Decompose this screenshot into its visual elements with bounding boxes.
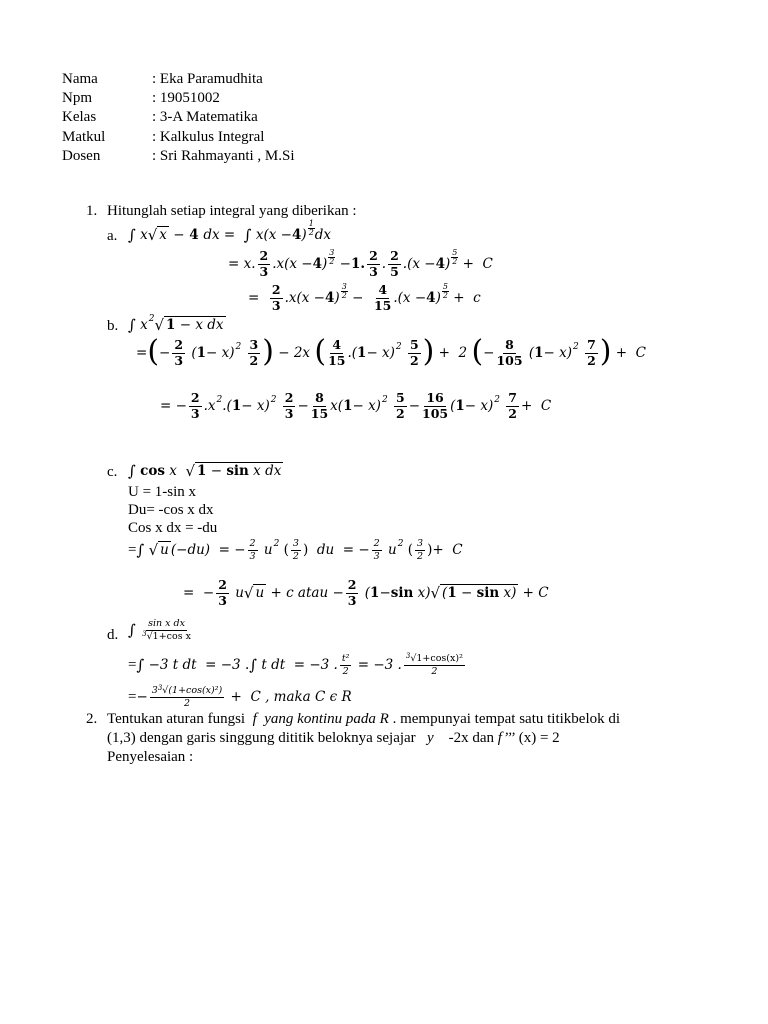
- formula-b-line1: ∫ x 2 √ 1 − x dx: [128, 314, 224, 334]
- substitution-step: Du= -cos x dx: [128, 502, 214, 518]
- info-value: : Kalkulus Integral: [152, 128, 265, 145]
- question-number: 1.: [86, 203, 98, 219]
- q2-text-part: . mempunyai tempat satu titikbelok di: [392, 711, 621, 727]
- formula-a-line2: = x. $\frac{2}{3}$ .x(x − 4 ) 3 2 − 1. $\frac{2}{3}$ . $\frac{2}{5}$ .(x − 4 ) 5 2 + C: [228, 247, 493, 279]
- info-value: : Sri Rahmayanti , M.Si: [152, 147, 295, 164]
- info-value: : 3-A Matematika: [152, 109, 258, 126]
- part-label: c.: [107, 464, 118, 480]
- part-label: b.: [107, 318, 119, 334]
- formula-c-line2: = ∫ √ u (−du) = − $\frac{2}{3}$ u 2 ( $\frac{3}{2}$ ) du = − $\frac{2}{3}$ u 2 ( $\frac{3}{2}$ ) + C: [128, 538, 463, 562]
- q2-var-y: y: [426, 730, 434, 746]
- formula-d-line1: ∫ $\frac{\text{sin x dx}}{^3√1+\cos x}$: [128, 618, 191, 642]
- q2-text-part: yang kontinu pada R: [264, 711, 389, 727]
- q2-text-part: (x) = 2: [518, 730, 560, 746]
- question-text-line: [107, 730, 560, 747]
- info-key: Dosen: [62, 147, 101, 164]
- info-row-nama: [62, 70, 295, 89]
- part-label: a.: [107, 228, 118, 244]
- formula-b-line3: = − $\frac{2}{3}$ .x 2 .( 1 − x) 2 $\frac{2}{3}$ − $\frac{8}{15}$ x( 1 − x) 2 $\frac{5}{2}$ − $\frac{16}{105}$ ( 1 − x) 2 $\frac{7}{2}$ + C: [160, 390, 552, 421]
- formula-a-line3: = $\frac{2}{3}$ .x(x − 4 ) 3 2 − $\frac{4}{15}$ .(x − 4 ) 5 2 + c: [248, 281, 481, 313]
- info-key: Npm: [62, 90, 92, 107]
- info-value: : Eka Paramudhita: [152, 71, 263, 87]
- formula-a-line1: ∫ x √ x − 4 dx = ∫ x(x − 4 ) 1 2 dx: [128, 218, 332, 244]
- info-value: : 19051002: [152, 90, 220, 107]
- formula-b-line2: = ( − $\frac{2}{3}$ ( 1 − x) 2 $\frac{3}{2}$ ) − 2x ( $\frac{4}{15}$ .( 1 − x) 2 $\frac{5}{2}$ ) + 2 ( − $\frac{8}{105}$ ( 1 − x) 2 $\frac{7}{2}$ ) + C: [136, 334, 646, 369]
- question-number: 2.: [86, 711, 98, 727]
- solution-label: Penyelesaian :: [107, 749, 194, 765]
- substitution-step: U = 1-sin x: [128, 484, 197, 500]
- q2-function-f: f: [252, 711, 257, 727]
- info-row-kelas: [62, 108, 295, 127]
- info-key: Kelas: [62, 109, 97, 126]
- info-row-npm: [62, 89, 295, 108]
- part-label: d.: [107, 627, 119, 643]
- substitution-step: Cos x dx = -du: [128, 520, 218, 536]
- q2-text-part: -2x dan: [448, 730, 495, 746]
- info-key: Matkul: [62, 128, 106, 145]
- info-key: Nama: [62, 71, 98, 87]
- student-info: [62, 70, 295, 166]
- q2-derivative: f’’’: [497, 730, 515, 746]
- formula-d-line3: = − $\frac{3^3√(1+\cos(x)^2)}{2}$ + C , maka C ϵ R: [128, 684, 352, 709]
- question-text: Hitunglah setiap integral yang diberikan :: [107, 203, 357, 219]
- info-row-dosen: [62, 147, 295, 166]
- q2-text-part: Tentukan aturan fungsi: [107, 711, 246, 727]
- q2-text-part: (1,3) dengan garis singgung dititik beloknya sejajar: [107, 730, 416, 746]
- question-text-line: [107, 711, 620, 728]
- formula-c-line3: = − $\frac{2}{3}$ u √ u + c atau − $\frac{2}{3}$ ( 1 − sin x) √ (1 − sin x) + C: [183, 577, 549, 608]
- formula-d-line2: = ∫ −3 t dt = −3 . ∫ t dt = −3 . $\frac{\text{t²}}{2}$ = −3 . $\frac{^3√1+\cos(x)^2}{2}$: [128, 652, 463, 677]
- formula-c-line1: ∫ cos x √ 1 − sin x dx: [128, 462, 282, 480]
- info-row-matkul: [62, 128, 295, 147]
